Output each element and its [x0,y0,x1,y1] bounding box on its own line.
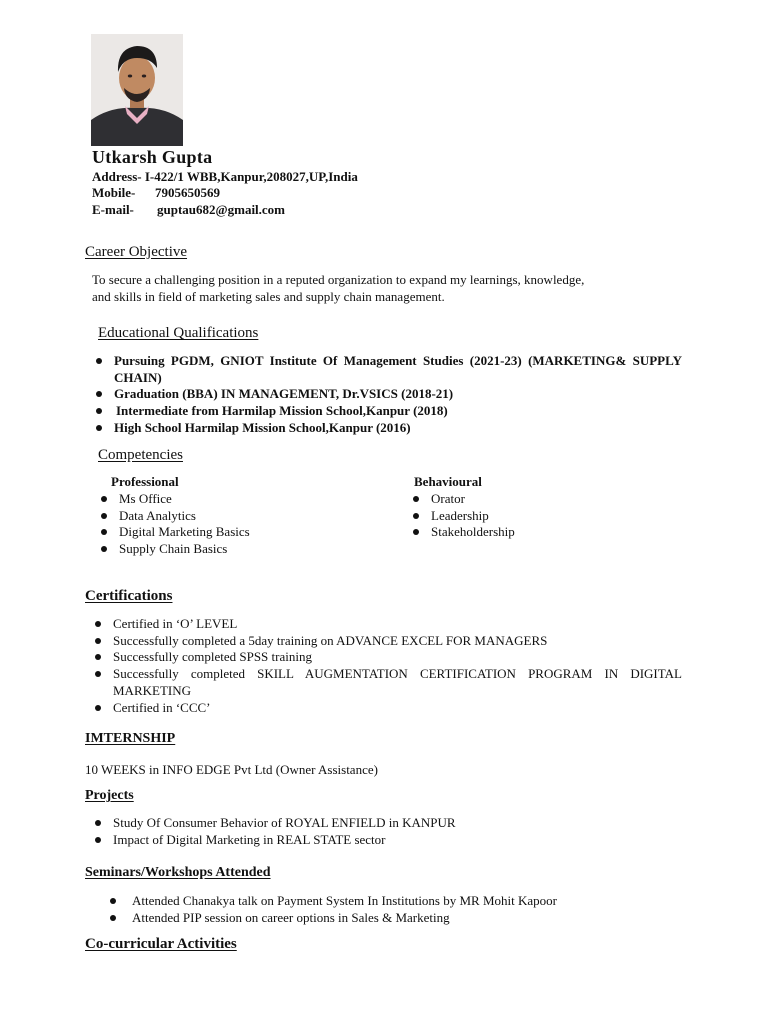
address-value: I-422/1 WBB,Kanpur,208027,UP,India [144,169,358,184]
mobile-value: 7905650569 [155,185,220,200]
list-item: Successfully completed a 5day training on ADVANCE EXCEL FOR MANAGERS [91,633,682,650]
mobile-label: Mobile- [92,185,136,200]
internship-text: 10 WEEKS in INFO EDGE Pvt Ltd (Owner Assistance) [85,762,378,777]
list-item: Leadership [409,508,669,525]
seminars-list [106,893,682,926]
email-value: guptau682@gmail.com [157,202,286,217]
address-line [92,169,358,185]
behavioural-heading: Behavioural [414,474,482,489]
career-objective-line: To secure a challenging position in a reputed organization to expand my learnings, knowledge, [92,272,585,287]
email-label: E-mail- [92,202,134,217]
list-item: Impact of Digital Marketing in REAL STATE sector [91,832,682,849]
list-item: Study Of Consumer Behavior of ROYAL ENFIELD in KANPUR [91,815,682,832]
education-heading: Educational Qualifications [98,325,259,341]
list-item: Attended Chanakya talk on Payment System In Institutions by MR Mohit Kapoor [106,893,682,910]
profile-photo [91,34,183,146]
professional-heading: Professional [111,474,179,489]
list-item: Supply Chain Basics [97,541,357,558]
education-list [92,353,682,437]
list-item: Successfully completed SKILL AUGMENTATION CERTIFICATION PROGRAM IN DIGITAL MARKETING [91,666,682,699]
list-item: Successfully completed SPSS training [91,649,682,666]
list-item: Pursuing PGDM, GNIOT Institute Of Management Studies (2021-23) (MARKETING& SUPPLY CHAIN) [92,353,682,386]
list-item: Certified in ‘O’ LEVEL [91,616,682,633]
list-item: Stakeholdership [409,524,669,541]
certifications-heading: Certifications [85,588,173,604]
list-item: Intermediate from Harmilap Mission School,Kanpur (2018) [92,403,682,420]
list-item: Data Analytics [97,508,357,525]
competencies-heading: Competencies [98,447,183,463]
list-item: Certified in ‘CCC’ [91,700,682,717]
career-objective-heading: Career Objective [85,244,188,260]
projects-list [91,815,682,848]
list-item: Attended PIP session on career options in Sales & Marketing [106,910,682,927]
career-objective-text [92,271,682,305]
list-item: High School Harmilap Mission School,Kanpur (2016) [92,420,682,437]
internship-heading: IMTERNSHIP [85,731,176,746]
list-item: Digital Marketing Basics [97,524,357,541]
list-item: Graduation (BBA) IN MANAGEMENT, Dr.VSICS (2018-21) [92,386,682,403]
list-item: Ms Office [97,491,357,508]
mobile-line [92,185,220,201]
list-item: Orator [409,491,669,508]
candidate-name: Utkarsh Gupta [92,147,213,167]
projects-heading: Projects [85,788,134,803]
email-line [92,202,285,218]
career-objective-line: and skills in field of marketing sales and supply chain management. [92,289,445,304]
behavioural-list [409,491,669,541]
address-label: Address- [92,169,142,184]
cocurricular-heading: Co-curricular Activities [85,936,237,952]
professional-list [97,491,357,558]
certifications-list [91,616,682,716]
seminars-heading: Seminars/Workshops Attended [85,865,271,880]
